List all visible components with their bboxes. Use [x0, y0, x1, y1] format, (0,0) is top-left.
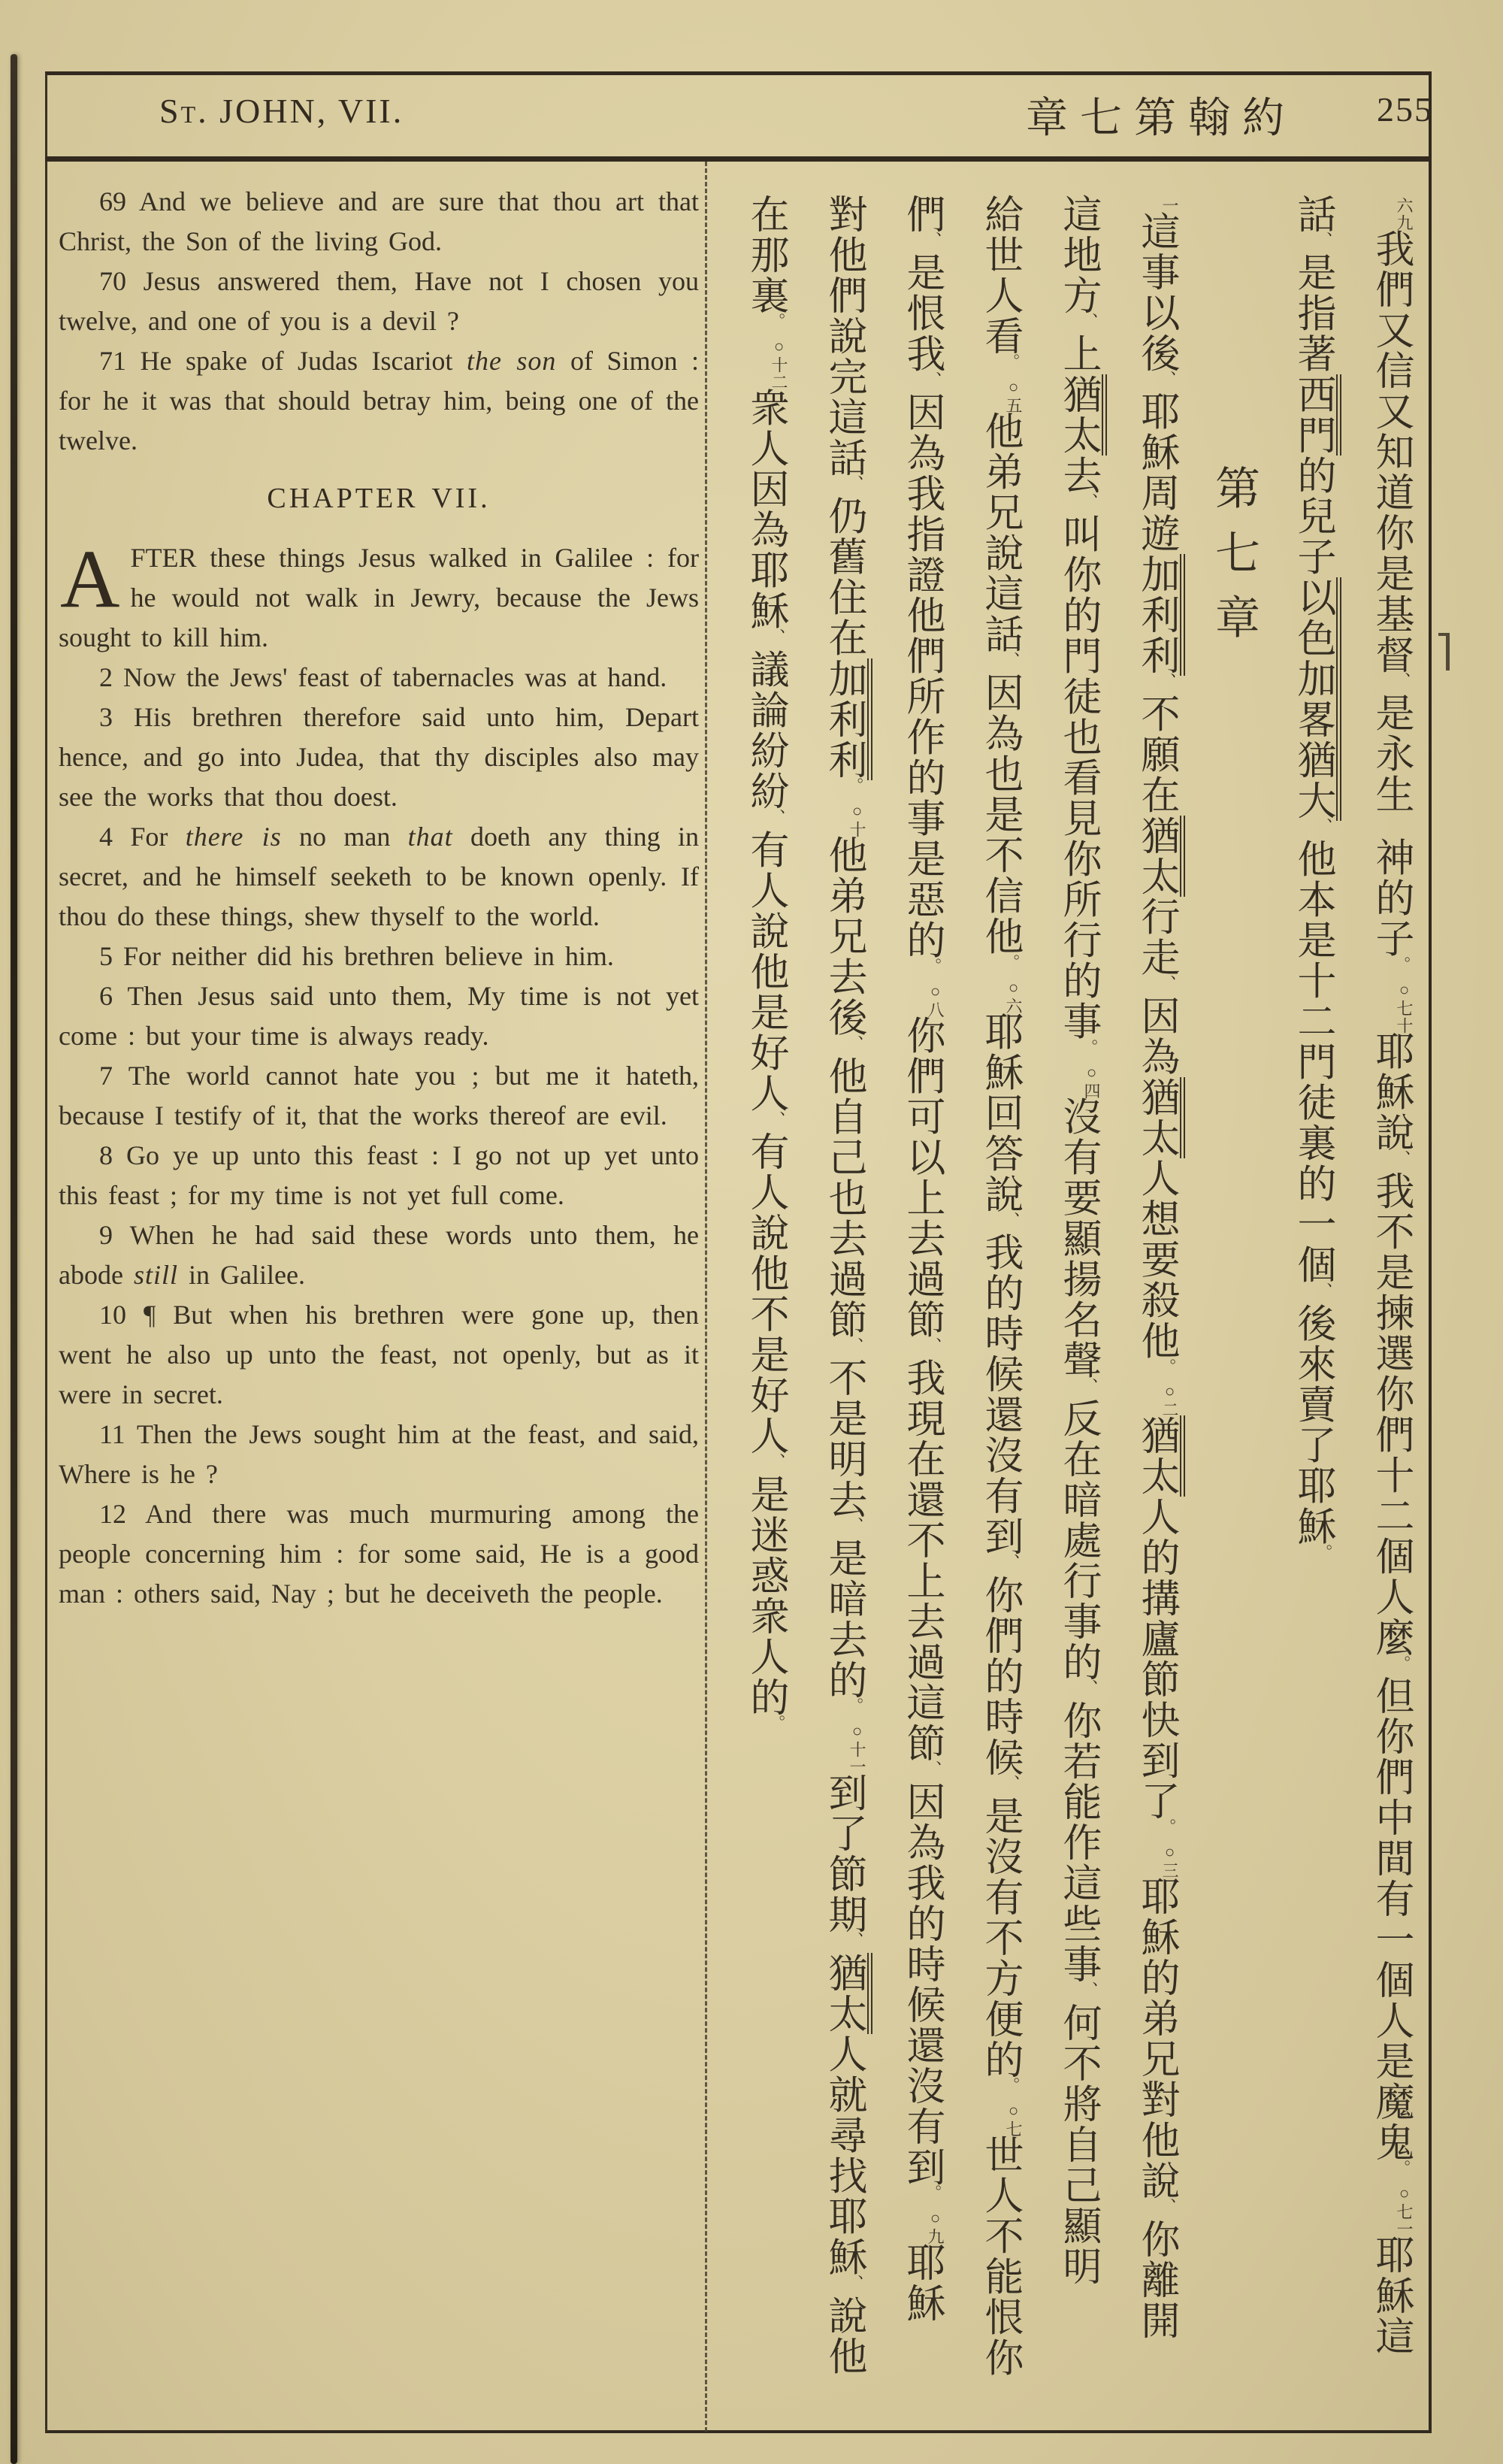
proper-noun-mark: 猶太: [1135, 816, 1185, 897]
cjk-punctuation: 。: [1002, 2077, 1020, 2095]
verse-marker: ○五: [1004, 377, 1023, 414]
proper-noun-mark: 猶太: [1057, 374, 1107, 456]
cjk-punctuation: 、: [845, 1517, 863, 1536]
verse-marker: ○六: [1004, 977, 1023, 1015]
honorific-space: [1390, 815, 1391, 837]
verse-marker: ○十一: [848, 1721, 866, 1776]
chinese-column-8: 對他們說完這話、仍舊住在加利利。○十他弟兄去後、他自己也去過節、不是明去、是暗去的。○十一到了節期、猶太人就尋找耶穌、說他: [807, 194, 879, 2404]
cjk-punctuation: 。: [1393, 955, 1411, 974]
cjk-punctuation: 、: [845, 2274, 863, 2293]
chinese-column-2: 話、是指著西門的兒子以色加畧猶大、他本是十二門徒裏的一個、後來賣了耶穌。: [1276, 194, 1348, 2404]
cjk-punctuation: 、: [1314, 817, 1332, 836]
verse-paragraph: 71 He spake of Judas Iscariot the son of Simon : for he it was that should betray him, being one of the twelve.: [59, 346, 699, 456]
proper-noun-mark: 加利利: [1135, 554, 1185, 676]
verse-marker: ○七十: [1395, 979, 1414, 1034]
cjk-punctuation: 。: [1002, 953, 1020, 972]
verse-marker: ○七一: [1395, 2184, 1414, 2238]
cjk-punctuation: 、: [845, 1336, 863, 1355]
cjk-punctuation: 。: [845, 776, 863, 795]
chapter-heading-chinese: 第七章: [1209, 465, 1259, 658]
cjk-punctuation: 、: [1002, 1211, 1020, 1230]
verse-marker: ○七: [1004, 2100, 1023, 2138]
verse-marker: ○十二: [770, 336, 788, 391]
proper-noun-mark: 以色加畧猶大: [1291, 577, 1341, 821]
verse-paragraph: 10 ¶ But when his brethren were gone up, then went he also up unto the feast, not openly, but as it were in secret.: [59, 1300, 699, 1409]
verse-paragraph: 7 The world cannot hate you ; but me it hateth, because I testify of it, that the works thereof are evil.: [59, 1061, 699, 1131]
verse-paragraph: 12 And there was much murmuring among the people concerning him : for some said, He is a good man : others said, Nay ; but he deceiveth the people.: [59, 1499, 699, 1609]
cjk-punctuation: 、: [1158, 371, 1176, 389]
cjk-punctuation: 、: [924, 1760, 942, 1779]
cjk-punctuation: 。: [767, 313, 785, 331]
drop-cap: A: [60, 533, 120, 625]
cjk-punctuation: 、: [1158, 2198, 1176, 2217]
cjk-punctuation: 、: [767, 808, 785, 827]
proper-noun-mark: 加利利: [822, 658, 872, 780]
verse-marker: ○九: [926, 2208, 945, 2246]
cjk-punctuation: 、: [1080, 1377, 1098, 1396]
column-divider-rule: [705, 162, 707, 2432]
cjk-punctuation: 、: [845, 1932, 863, 1950]
cjk-punctuation: 、: [845, 1034, 863, 1053]
cjk-punctuation: 、: [767, 1110, 785, 1129]
cjk-punctuation: 、: [924, 371, 942, 389]
verse-marker: ○四: [1082, 1062, 1101, 1100]
cjk-punctuation: 。: [924, 2184, 942, 2203]
verse-paragraph: 8 Go ye up unto this feast : I go not up yet unto this feast ; for my time is not yet full come.: [59, 1140, 699, 1210]
cjk-punctuation: 、: [924, 1336, 942, 1355]
verse-paragraph: AFTER these things Jesus walked in Galilee : for he would not walk in Jewry, because the Jews sought to kill him.: [59, 533, 699, 652]
cjk-punctuation: 、: [1002, 1775, 1020, 1794]
cjk-punctuation: 、: [1002, 651, 1020, 670]
cjk-punctuation: 、: [1393, 1149, 1411, 1168]
chinese-column-4: 一這事以後、耶穌周遊加利利、不願在猶太行走、因為猶太人想要殺他。○二猶太人的搆廬節快到了。○三耶穌的弟兄對他說、你離開: [1120, 194, 1192, 2404]
cjk-punctuation: 。: [845, 1697, 863, 1716]
chinese-column-5: 這地方、上猶太去、叫你的門徒也看見你所行的事。○四沒有要顯揚名聲、反在暗處行事的、你若能作這些事、何不將自己顯明: [1042, 194, 1114, 2404]
page-title-english: St. JOHN, VII.: [159, 92, 404, 130]
chinese-column-7: 們、是恨我、因為我指證他們所作的事是惡的。○八你們可以上去過節、我現在還不上去過這節、因為我的時候還沒有到。○九耶穌: [900, 194, 945, 2324]
page-header: [45, 71, 1432, 162]
verse-paragraph: 3 His brethren therefore said unto him, Depart hence, and go into Judea, that thy disciples also may see the works that thou doest.: [59, 702, 699, 812]
verse-paragraph: 4 For there is no man that doeth any thing in secret, and he himself seeketh to be known openly. If thou do these things, shew thyself to the world.: [59, 822, 699, 931]
proper-noun-mark: 猶太: [822, 1953, 872, 2034]
cjk-punctuation: 。: [924, 957, 942, 976]
cjk-punctuation: 。: [1080, 1038, 1098, 1057]
cjk-punctuation: 。: [1002, 353, 1020, 371]
cjk-punctuation: 。: [1393, 1654, 1411, 1673]
chinese-column-6: 給世人看。○五他弟兄說這話、因為也是不信他。○六耶穌回答說、我的時候還沒有到、你們的時候、是沒有不方便的。○七世人不能恨你: [978, 194, 1023, 2378]
margin-scan-mark: [1438, 633, 1450, 670]
cjk-punctuation: 、: [1158, 672, 1176, 691]
cjk-punctuation: 、: [767, 628, 785, 646]
chinese-column-area: [715, 194, 1426, 2404]
verse-paragraph: 2 Now the Jews' feast of tabernacles was at hand.: [99, 662, 667, 692]
cjk-punctuation: 。: [767, 1715, 785, 1733]
chinese-column-1: 六九我們又信又知道你是基督、是永生神的子。○七十耶穌說、我不是揀選你們十二個人麼。但你們中間有一個人是魔鬼。○七一耶穌這: [1369, 197, 1414, 2357]
verse-marker: ○二: [1160, 1382, 1179, 1419]
cjk-punctuation: 。: [1158, 1358, 1176, 1376]
cjk-punctuation: 、: [1080, 1679, 1098, 1698]
verse-paragraph: 69 And we believe and are sure that thou art that Christ, the Son of the living God.: [59, 186, 699, 256]
cjk-punctuation: 、: [845, 475, 863, 493]
cjk-punctuation: 、: [1314, 232, 1332, 250]
verse-marker: ○十: [848, 801, 866, 838]
page-number: 255: [1377, 90, 1433, 129]
page-title-chinese: 章七第翰約: [1026, 95, 1296, 142]
chinese-column-9: 在那裏。○十二衆人因為耶穌、議論紛紛、有人說他是好人、有人說他不是好人、是迷惑衆人的。: [744, 194, 788, 1733]
proper-noun-mark: 西門: [1291, 374, 1341, 456]
cjk-punctuation: 。: [1158, 1818, 1176, 1837]
cjk-punctuation: 。: [1393, 2160, 1411, 2178]
verse-paragraph: 5 For neither did his brethren believe in him.: [99, 941, 614, 971]
cjk-punctuation: 、: [1080, 492, 1098, 511]
verse-marker: ○八: [926, 981, 945, 1019]
verse-paragraph: 11 Then the Jews sought him at the feast, and said, Where is he ?: [59, 1419, 699, 1489]
english-column: [59, 182, 699, 1614]
book-binding-edge: [11, 54, 17, 2464]
chapter-heading-english: CHAPTER VII.: [267, 483, 491, 514]
verse-paragraph: 70 Jesus answered them, Have not I chosen you twelve, and one of you is a devil ?: [59, 266, 699, 336]
cjk-punctuation: 、: [924, 232, 942, 250]
cjk-punctuation: 、: [1080, 1981, 1098, 2000]
verse-paragraph: 6 Then Jesus said unto them, My time is not yet come : but your time is always ready.: [59, 981, 699, 1051]
cjk-punctuation: 、: [767, 1453, 785, 1472]
verse-marker: 一: [1160, 197, 1179, 214]
cjk-punctuation: 、: [1314, 1282, 1332, 1300]
cjk-punctuation: 、: [1393, 672, 1411, 690]
proper-noun-mark: 猶太: [1135, 1077, 1185, 1158]
verse-marker: ○三: [1160, 1842, 1179, 1880]
cjk-punctuation: 。: [1314, 1543, 1332, 1562]
cjk-punctuation: 、: [1002, 1554, 1020, 1573]
verse-paragraph: 9 When he had said these words unto them, he abode still in Galilee.: [59, 1220, 699, 1290]
proper-noun-mark: 猶太: [1135, 1415, 1185, 1497]
cjk-punctuation: 、: [1158, 974, 1176, 993]
cjk-punctuation: 、: [1080, 313, 1098, 331]
verse-marker: 六九: [1395, 197, 1414, 232]
